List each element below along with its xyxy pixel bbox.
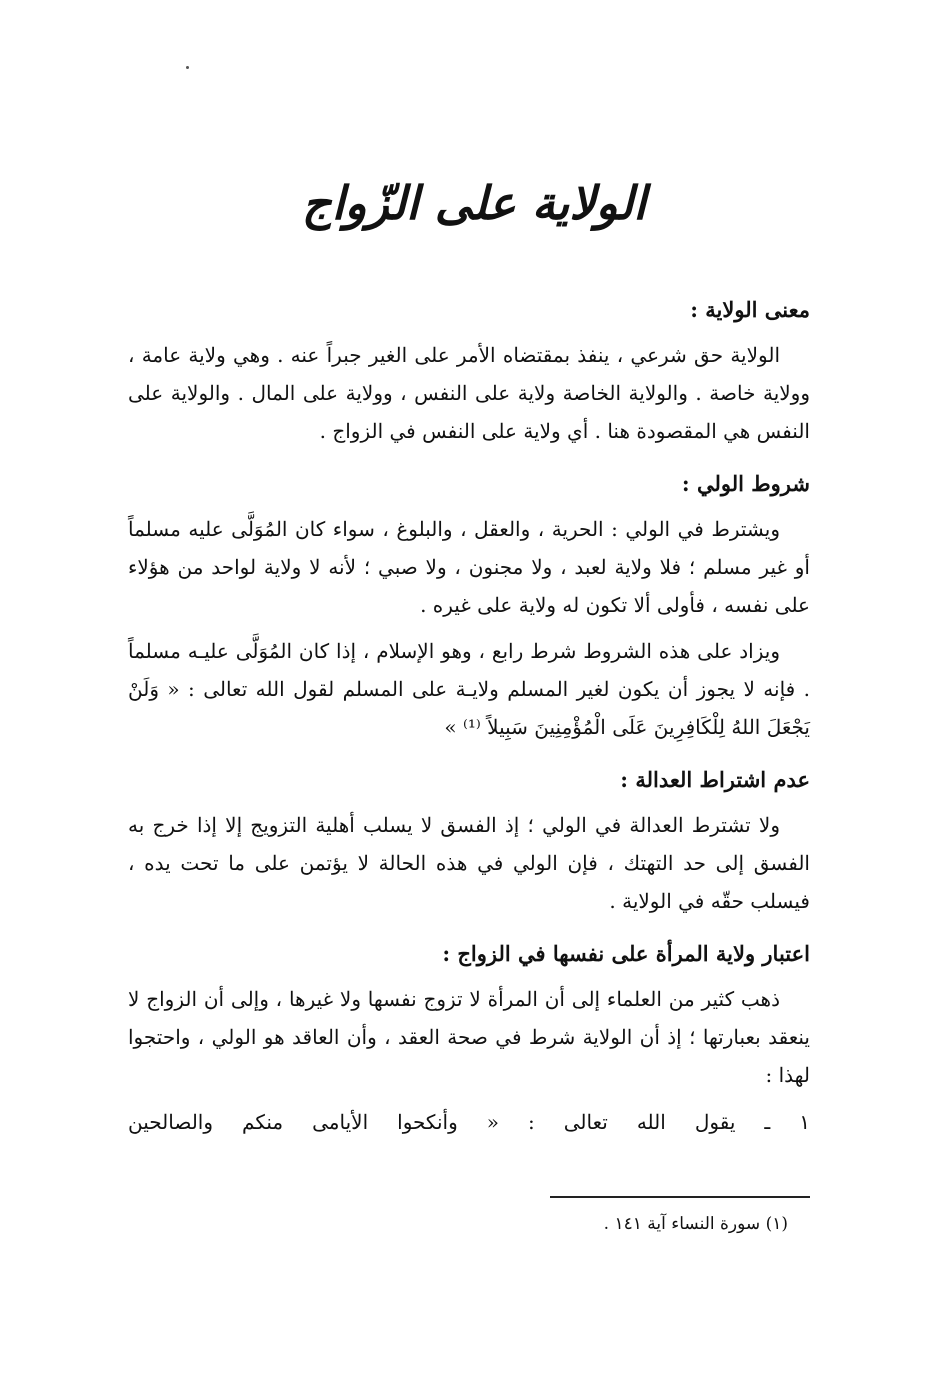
section-no-justice-condition — [128, 760, 810, 920]
numbered-point: ١ ـ يقول الله تعالى : « وأنكحوا الأيامى منكم والصالحين — [128, 1110, 810, 1134]
paragraph: ويشترط في الولي : الحرية ، والعقل ، والبلوغ ، سواء كان المُوَلَّى عليه مسلماً أو غير مسلم ؛ فلا ولاية لعبد ، ولا مجنون ، ولا صبي ؛ لأنه لا ولاية لواحد من هؤلاء على نفسه ، فأولى ألا تكون له ولاية على غيره . — [128, 517, 810, 617]
body-content — [128, 290, 810, 1156]
section-heading: اعتبار ولاية المرأة على نفسها في الزواج : — [442, 941, 810, 966]
page-title: الولاية على الزّواج — [301, 176, 647, 230]
section-heading: شروط الولي : — [681, 471, 810, 496]
paragraph: ولا تشترط العدالة في الولي ؛ إذ الفسق لا يسلب أهلية التزويج إلا إذا خرج به الفسق إلى حد التهتك ، فإن الولي في هذه الحالة لا يؤتمن على ما تحت يده ، فيسلب حقّه في الولاية . — [128, 813, 810, 913]
footnote-divider — [550, 1196, 810, 1198]
section-heading: معنى الولاية : — [690, 297, 810, 322]
footnote: (١) سورة النساء آية ١٤١ . — [603, 1214, 788, 1234]
paragraph: الولاية حق شرعي ، ينفذ بمقتضاه الأمر على الغير جبراً عنه . وهي ولاية عامة ، وولاية خاصة . والولاية الخاصة ولاية على النفس ، وولاية على المال . والولاية على النفس هي المقصودة هنا . أي ولاية على النفس في الزواج . — [128, 343, 810, 443]
section-guardian-conditions — [128, 464, 810, 746]
section-meaning — [128, 290, 810, 450]
section-woman-guardianship — [128, 934, 810, 1142]
section-heading: عدم اشتراط العدالة : — [620, 767, 810, 792]
paragraph: ذهب كثير من العلماء إلى أن المرأة لا تزوج نفسها ولا غيرها ، وإلى أن الزواج لا ينعقد بعبارتها ؛ إذ أن الولاية شرط في صحة العقد ، وأن العاقد هو الولي ، واحتجوا لهذا : — [128, 987, 810, 1087]
scan-speck — [186, 66, 189, 69]
paragraph: ويزاد على هذه الشروط شرط رابع ، وهو الإسلام ، إذا كان المُوَلَّى عليـه مسلماً . فإنه لا يجوز أن يكون لغير المسلم ولايـة على المسلم لقول الله تعالى : « وَلَنْ يَجْعَلَ اللهُ لِلْكَافِرِينَ عَلَى الْمُؤْمِنِينَ سَبِيلاً ⁽¹⁾ » — [128, 639, 810, 739]
